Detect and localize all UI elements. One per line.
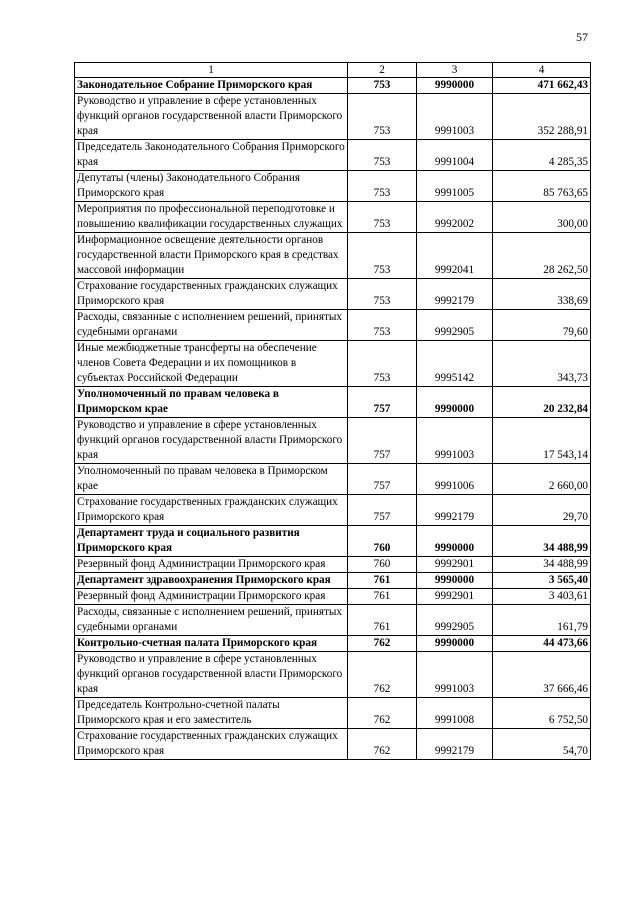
column-header-3: 3: [417, 63, 493, 78]
row-name-cell: Депутаты (члены) Законодательного Собрания Приморского края: [75, 171, 348, 202]
table-row: [75, 418, 591, 464]
row-name-cell: Департамент труда и социального развития Приморского края: [75, 526, 348, 557]
row-name-cell: Страхование государственных гражданских служащих Приморского края: [75, 729, 348, 760]
table-row: [75, 605, 591, 636]
row-name-cell: Руководство и управление в сфере установленных функций органов государственной власти Приморского края: [75, 418, 348, 464]
row-name-cell: Председатель Контрольно-счетной палаты Приморского края и его заместитель: [75, 698, 348, 729]
department-row: [75, 573, 591, 589]
row-sum-cell: 4 285,35: [493, 140, 591, 171]
row-code-cell: 9992002: [417, 202, 493, 233]
row-code-cell: 9991003: [417, 94, 493, 140]
table-row: [75, 341, 591, 387]
row-grbs-cell: 753: [348, 202, 417, 233]
row-grbs-cell: 753: [348, 78, 417, 94]
row-code-cell: 9991008: [417, 698, 493, 729]
row-sum-cell: 28 262,50: [493, 233, 591, 279]
table-row: [75, 202, 591, 233]
row-code-cell: 9992179: [417, 495, 493, 526]
table-row: [75, 171, 591, 202]
row-code-cell: 9990000: [417, 387, 493, 418]
row-code-cell: 9991003: [417, 652, 493, 698]
row-code-cell: 9992901: [417, 557, 493, 573]
row-sum-cell: 352 288,91: [493, 94, 591, 140]
row-sum-cell: 2 660,00: [493, 464, 591, 495]
row-grbs-cell: 757: [348, 495, 417, 526]
table-row: [75, 557, 591, 573]
row-name-cell: Расходы, связанные с исполнением решений, принятых судебными органами: [75, 605, 348, 636]
row-sum-cell: 20 232,84: [493, 387, 591, 418]
row-sum-cell: 161,79: [493, 605, 591, 636]
row-sum-cell: 338,69: [493, 279, 591, 310]
row-name-cell: Руководство и управление в сфере установленных функций органов государственной власти Приморского края: [75, 652, 348, 698]
table-body: [75, 78, 591, 760]
row-sum-cell: 3 403,61: [493, 589, 591, 605]
table-row: [75, 495, 591, 526]
row-sum-cell: 3 565,40: [493, 573, 591, 589]
row-grbs-cell: 753: [348, 310, 417, 341]
row-sum-cell: 29,70: [493, 495, 591, 526]
row-sum-cell: 34 488,99: [493, 526, 591, 557]
row-grbs-cell: 760: [348, 557, 417, 573]
row-sum-cell: 34 488,99: [493, 557, 591, 573]
row-code-cell: 9992179: [417, 279, 493, 310]
table-row: [75, 729, 591, 760]
row-name-cell: Контрольно-счетная палата Приморского края: [75, 636, 348, 652]
row-name-cell: Резервный фонд Администрации Приморского края: [75, 557, 348, 573]
row-grbs-cell: 757: [348, 418, 417, 464]
row-code-cell: 9990000: [417, 78, 493, 94]
row-name-cell: Законодательное Собрание Приморского края: [75, 78, 348, 94]
row-grbs-cell: 753: [348, 233, 417, 279]
row-sum-cell: 85 763,65: [493, 171, 591, 202]
budget-table: [74, 62, 591, 760]
row-grbs-cell: 753: [348, 279, 417, 310]
row-grbs-cell: 760: [348, 526, 417, 557]
row-name-cell: Уполномоченный по правам человека в Приморском крае: [75, 387, 348, 418]
row-grbs-cell: 761: [348, 605, 417, 636]
department-row: [75, 526, 591, 557]
row-grbs-cell: 753: [348, 140, 417, 171]
table-row: [75, 279, 591, 310]
row-code-cell: 9992905: [417, 310, 493, 341]
row-grbs-cell: 753: [348, 341, 417, 387]
row-sum-cell: 6 752,50: [493, 698, 591, 729]
column-header-1: 1: [75, 63, 348, 78]
row-code-cell: 9995142: [417, 341, 493, 387]
row-name-cell: Страхование государственных гражданских служащих Приморского края: [75, 279, 348, 310]
table-row: [75, 233, 591, 279]
column-header-4: 4: [493, 63, 591, 78]
row-grbs-cell: 762: [348, 729, 417, 760]
row-code-cell: 9990000: [417, 573, 493, 589]
row-sum-cell: 300,00: [493, 202, 591, 233]
table-row: [75, 698, 591, 729]
page-number: 57: [576, 30, 588, 44]
row-code-cell: 9991005: [417, 171, 493, 202]
row-grbs-cell: 757: [348, 387, 417, 418]
row-sum-cell: 79,60: [493, 310, 591, 341]
row-grbs-cell: 757: [348, 464, 417, 495]
row-sum-cell: 343,73: [493, 341, 591, 387]
table-row: [75, 652, 591, 698]
row-code-cell: 9990000: [417, 636, 493, 652]
row-code-cell: 9992901: [417, 589, 493, 605]
row-code-cell: 9992905: [417, 605, 493, 636]
row-name-cell: Уполномоченный по правам человека в Приморском крае: [75, 464, 348, 495]
row-name-cell: Иные межбюджетные трансферты на обеспечение членов Совета Федерации и их помощников в субъектах Российской Федерации: [75, 341, 348, 387]
row-name-cell: Мероприятия по профессиональной переподготовке и повышению квалификации государственных служащих: [75, 202, 348, 233]
row-sum-cell: 471 662,43: [493, 78, 591, 94]
row-grbs-cell: 753: [348, 171, 417, 202]
row-grbs-cell: 762: [348, 652, 417, 698]
column-header-2: 2: [348, 63, 417, 78]
table-row: [75, 140, 591, 171]
row-grbs-cell: 753: [348, 94, 417, 140]
department-row: [75, 78, 591, 94]
row-sum-cell: 17 543,14: [493, 418, 591, 464]
table-header-row: [75, 63, 591, 78]
row-sum-cell: 37 666,46: [493, 652, 591, 698]
row-code-cell: 9992041: [417, 233, 493, 279]
row-name-cell: Страхование государственных гражданских служащих Приморского края: [75, 495, 348, 526]
row-name-cell: Резервный фонд Администрации Приморского края: [75, 589, 348, 605]
table-row: [75, 310, 591, 341]
row-sum-cell: 54,70: [493, 729, 591, 760]
row-grbs-cell: 761: [348, 573, 417, 589]
row-grbs-cell: 762: [348, 636, 417, 652]
row-name-cell: Руководство и управление в сфере установленных функций органов государственной власти Приморского края: [75, 94, 348, 140]
row-name-cell: Информационное освещение деятельности органов государственной власти Приморского края в средствах массовой информации: [75, 233, 348, 279]
row-code-cell: 9990000: [417, 526, 493, 557]
table-row: [75, 464, 591, 495]
row-grbs-cell: 761: [348, 589, 417, 605]
row-code-cell: 9992179: [417, 729, 493, 760]
row-code-cell: 9991003: [417, 418, 493, 464]
table-row: [75, 589, 591, 605]
row-code-cell: 9991006: [417, 464, 493, 495]
row-name-cell: Департамент здравоохранения Приморского края: [75, 573, 348, 589]
department-row: [75, 636, 591, 652]
table-row: [75, 94, 591, 140]
row-code-cell: 9991004: [417, 140, 493, 171]
row-grbs-cell: 762: [348, 698, 417, 729]
department-row: [75, 387, 591, 418]
row-name-cell: Расходы, связанные с исполнением решений, принятых судебными органами: [75, 310, 348, 341]
row-sum-cell: 44 473,66: [493, 636, 591, 652]
row-name-cell: Председатель Законодательного Собрания Приморского края: [75, 140, 348, 171]
